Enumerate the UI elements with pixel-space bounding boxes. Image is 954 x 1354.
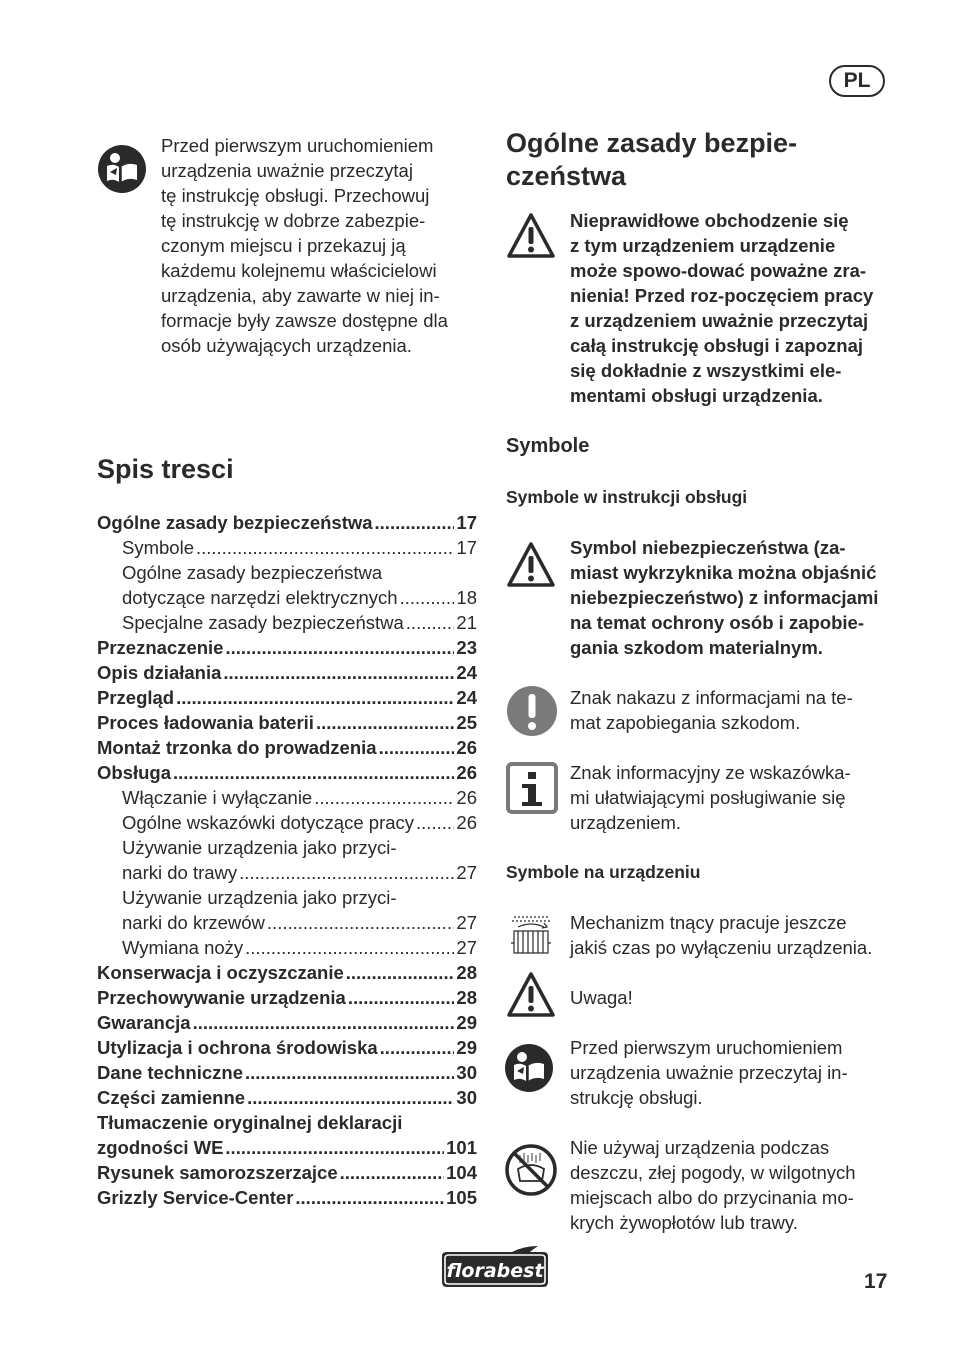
toc-leader-dots [379,735,455,760]
toc-entry [97,885,477,910]
toc-entry-page: 104 [446,1162,477,1183]
toc-entry [97,510,477,535]
toc-entry [97,1085,477,1110]
text-line: z tym urządzeniem urządzenie [570,235,836,256]
device-symbols-heading: Symbole na urządzeniu [506,862,701,882]
text-line: Nie używaj urządzenia podczas [570,1137,830,1158]
toc-leader-dots [348,985,455,1010]
toc-title: Spis tresci [97,454,234,484]
text-line: każdemu kolejnemu właścicielowi [161,260,437,281]
toc-entry-title: Ogólne zasady bezpieczeństwa [97,512,373,533]
text-line: się dokładnie z wszystkimi ele- [570,360,842,381]
toc-entry-page: 105 [446,1187,477,1208]
toc-entry-title: Gwarancja [97,1012,191,1033]
toc-entry-title: narki do trawy [122,862,238,883]
toc-leader-dots [380,1035,455,1060]
toc-entry-page: 24 [456,687,477,708]
toc-entry-page: 17 [456,512,477,533]
warning-triangle-icon [506,211,556,261]
text-line: mentami obsługi urządzenia. [570,385,823,406]
text-line: formacje były zawsze dostępne dla [161,310,448,331]
symbols-heading: Symbole [506,435,590,457]
toc-entry [97,685,477,710]
info-i-icon [506,762,558,814]
safety-title: Ogólne zasady bezpie- czeństwa [506,128,798,191]
danger-symbol-text [570,535,878,660]
text-line: Mechanizm tnący pracuje jeszcze [570,912,847,933]
mandatory-exclamation-icon [506,685,558,737]
text-line: Symbol niebezpieczeństwa (za- [570,537,846,558]
intro-text [161,133,448,358]
toc-entry [97,610,477,635]
text-line: urządzeniem. [570,812,682,833]
toc-entry-page: 26 [456,762,477,783]
warning-triangle-icon [506,540,556,590]
text-line: Znak nakazu z informacjami na te- [570,687,853,708]
toc-leader-dots [247,1085,454,1110]
toc-entry-page: 29 [456,1037,477,1058]
toc-leader-dots [176,685,454,710]
toc-entry [97,1035,477,1060]
text-line: na temat ochrony osób i zapobie- [570,612,864,633]
toc-entry [97,1010,477,1035]
toc-entry [97,1160,477,1185]
read-manual-icon [97,144,147,194]
toc-entry-title: Specjalne zasady bezpieczeństwa [122,612,404,633]
toc-entry-title: dotyczące narzędzi elektrycznych [122,587,398,608]
toc-leader-dots [196,535,454,560]
toc-entry-title: Używanie urządzenia jako przyci- [122,837,397,858]
toc-entry [97,1110,477,1135]
toc-entry-page: 26 [456,787,477,808]
toc-entry-page: 27 [456,912,477,933]
warning-triangle-icon [506,970,556,1020]
toc-entry-page: 27 [456,937,477,958]
text-line: Przed pierwszym uruchomieniem [570,1037,843,1058]
page-number: 17 [864,1270,888,1293]
svg-text:florabest: florabest [446,1260,544,1282]
toc-leader-dots [400,585,455,610]
text-line: strukcję obsługi. [570,1087,703,1108]
language-badge: PL [829,65,885,97]
florabest-logo [438,1244,552,1295]
text-line: czonym miejscu i przekazuj ją [161,235,406,256]
toc-entry-title: Rysunek samorozszerzajce [97,1162,338,1183]
text-line: Nieprawidłowe obchodzenie się [570,210,849,231]
toc-entry [97,835,477,860]
toc-entry-page: 26 [456,812,477,833]
text-line: Przed pierwszym uruchomieniem [161,135,434,156]
text-line: jakiś czas po wyłączeniu urządzenia. [570,937,873,958]
toc-entry-page: 30 [456,1087,477,1108]
toc-leader-dots [225,1135,444,1160]
toc-entry-title: Opis działania [97,662,222,683]
toc-entry-title: Obsługa [97,762,172,783]
text-line: gania szkodom materialnym. [570,637,823,658]
toc-entry-title: Symbole [122,537,194,558]
toc-entry-title: Dane techniczne [97,1062,243,1083]
manual-symbols-heading: Symbole w instrukcji obsługi [506,487,748,507]
toc-entry [97,860,477,885]
toc-leader-dots [416,810,454,835]
toc-leader-dots [406,610,455,635]
text-line: krych żywopłotów lub trawy. [570,1212,798,1233]
toc-entry [97,760,477,785]
toc-entry-page: 17 [456,537,477,558]
text-line: Uwaga! [570,987,633,1008]
toc-entry [97,785,477,810]
toc-entry-title: Przechowywanie urządzenia [97,987,346,1008]
toc-entry-title: Montaż trzonka do prowadzenia [97,737,377,758]
toc-leader-dots [316,710,454,735]
toc-entry-page: 101 [446,1137,477,1158]
toc-leader-dots [245,935,454,960]
toc-leader-dots [245,1060,454,1085]
toc-entry [97,1135,477,1160]
text-line: urządzenia uważnie przeczytaj [161,160,413,181]
toc-entry [97,1185,477,1210]
text-line: urządzenia, aby zawarte w niej in- [161,285,440,306]
toc-entry-title: Przegląd [97,687,175,708]
toc-entry [97,960,477,985]
toc-entry-title: Proces ładowania baterii [97,712,314,733]
toc-entry [97,935,477,960]
toc-leader-dots [225,635,454,660]
toc-entry [97,735,477,760]
toc-entry [97,985,477,1010]
mandatory-sign-text [570,685,853,735]
toc-leader-dots [314,785,454,810]
toc-leader-dots [239,860,454,885]
toc-leader-dots [173,760,454,785]
text-line: osób używających urządzenia. [161,335,412,356]
read-manual-icon [504,1043,554,1093]
text-line: tę instrukcję obsługi. Przechowuj [161,185,430,206]
toc-entry-title: Przeznaczenie [97,637,224,658]
text-line: niebezpieczeństwo) z informacjami [570,587,879,608]
toc-entry-page: 23 [456,637,477,658]
toc-entry-page: 18 [456,587,477,608]
blades-text [570,910,872,960]
text-line: mi ułatwiającymi posługiwanie się [570,787,846,808]
text-line: całą instrukcję obsługi i zapoznaj [570,335,863,356]
text-line: miejscach albo do przycinania mo- [570,1187,854,1208]
toc-entry [97,535,477,560]
warning-text [570,208,873,408]
text-line: może spowo-dować poważne zra- [570,260,867,281]
toc-entry-title: Ogólne zasady bezpieczeństwa [122,562,383,583]
toc-entry [97,810,477,835]
text-line: mat zapobiegania szkodom. [570,712,801,733]
toc-entry-title: Części zamienne [97,1087,246,1108]
text-line: nienia! Przed roz-poczęciem pracy [570,285,874,306]
toc-leader-dots [223,660,454,685]
cutting-blades-icon [508,913,554,959]
toc-entry-page: 29 [456,1012,477,1033]
toc-entry-title: zgodności WE [97,1137,224,1158]
toc-entry-page: 30 [456,1062,477,1083]
toc-leader-dots [346,960,455,985]
toc-entry-page: 25 [456,712,477,733]
toc-entry-title: narki do krzewów [122,912,265,933]
toc-entry [97,910,477,935]
toc-leader-dots [295,1185,444,1210]
toc-entry-title: Używanie urządzenia jako przyci- [122,887,397,908]
text-line: z urządzeniem uważnie przeczytaj [570,310,869,331]
toc-entry-title: Ogólne wskazówki dotyczące pracy [122,812,415,833]
toc-leader-dots [375,510,455,535]
toc-entry-title: Utylizacja i ochrona środowiska [97,1037,378,1058]
toc-entry [97,635,477,660]
table-of-contents [97,510,477,1210]
text-line: urządzenia uważnie przeczytaj in- [570,1062,848,1083]
toc-leader-dots [267,910,455,935]
text-line: tę instrukcję w dobrze zabezpie- [161,210,426,231]
toc-entry-title: Tłumaczenie oryginalnej deklaracji [97,1112,403,1133]
info-sign-text [570,760,851,835]
toc-entry-page: 27 [456,862,477,883]
toc-entry-page: 24 [456,662,477,683]
toc-entry [97,585,477,610]
toc-entry-page: 28 [456,962,477,983]
text-line: Znak informacyjny ze wskazówka- [570,762,851,783]
toc-entry-title: Grizzly Service-Center [97,1187,294,1208]
toc-leader-dots [340,1160,445,1185]
caution-text [570,985,633,1010]
text-line: miast wykrzyknika można objaśnić [570,562,877,583]
no-rain-icon [504,1143,558,1197]
text-line: deszczu, złej pogody, w wilgotnych [570,1162,856,1183]
toc-entry-page: 21 [456,612,477,633]
toc-entry-title: Wymiana noży [122,937,244,958]
toc-entry [97,710,477,735]
toc-leader-dots [193,1010,455,1035]
toc-entry [97,1060,477,1085]
toc-entry [97,560,477,585]
toc-entry-title: Włączanie i wyłączanie [122,787,313,808]
toc-entry-title: Konserwacja i oczyszczanie [97,962,344,983]
read-manual-text [570,1035,848,1110]
toc-entry-page: 28 [456,987,477,1008]
toc-entry [97,660,477,685]
rain-warning-text [570,1135,856,1235]
toc-entry-page: 26 [456,737,477,758]
